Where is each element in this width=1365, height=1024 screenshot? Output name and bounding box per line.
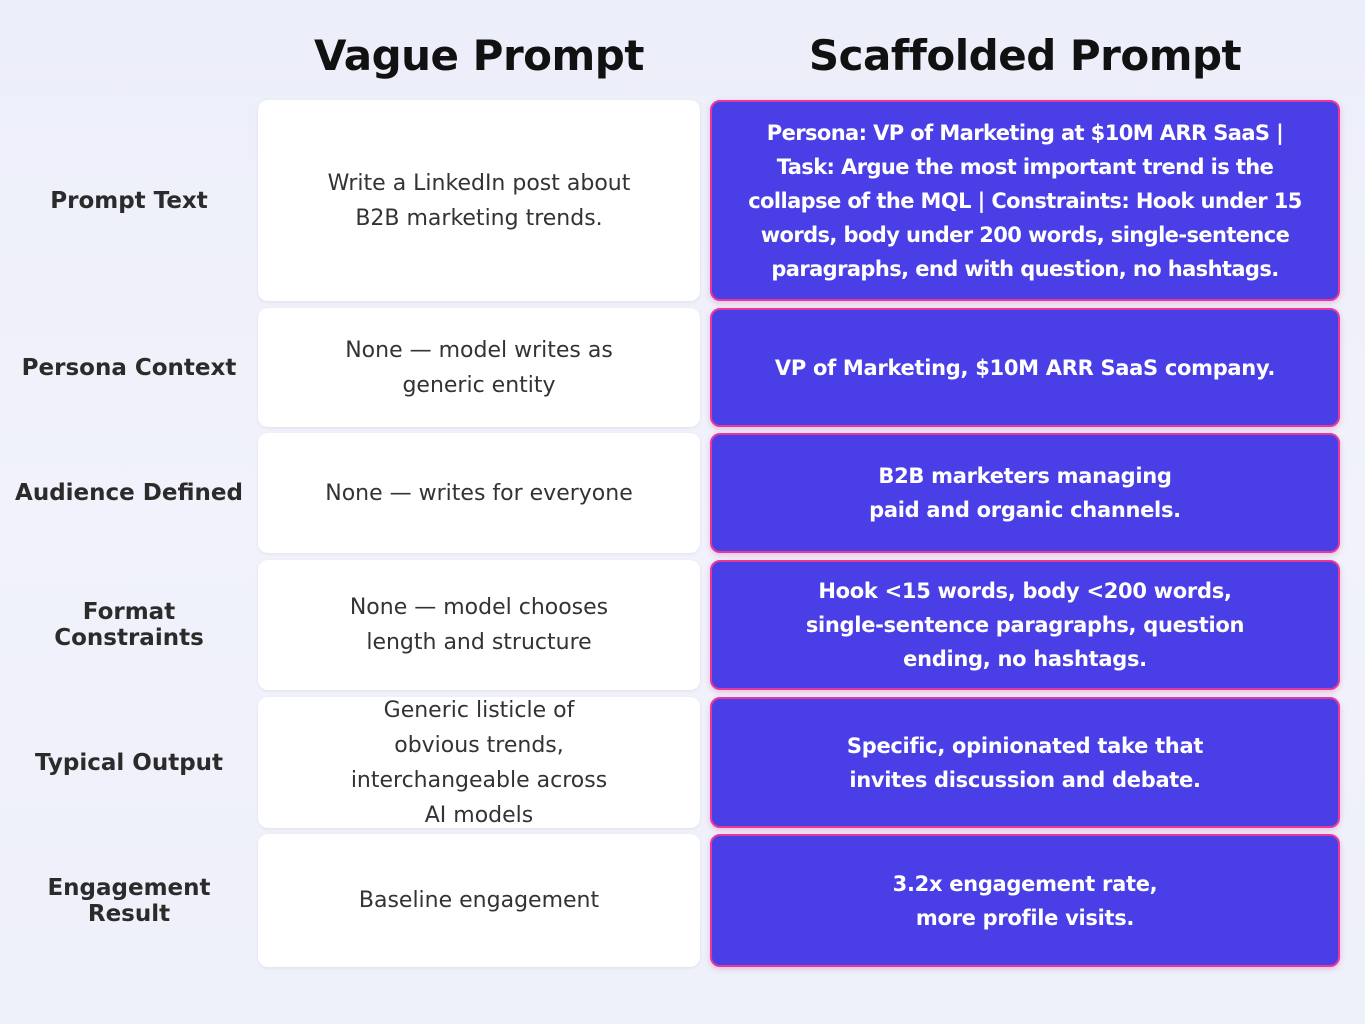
row-label-format-constraints: Format Constraints bbox=[54, 599, 204, 651]
comparison-row-typical-output bbox=[0, 697, 1365, 828]
vague-text-format-constraints: None — model chooses length and structure bbox=[349, 595, 609, 655]
comparison-row-persona-context bbox=[0, 308, 1365, 427]
comparison-row-engagement-result bbox=[0, 834, 1365, 967]
row-label-persona-context: Persona Context bbox=[21, 354, 237, 381]
vague-prompt-header: Vague Prompt bbox=[314, 30, 644, 80]
scaffolded-text-prompt-text: Persona: VP of Marketing at $10M ARR SaaS | Task: Argue the most important trend is the collapse of the MQL | Constraints: Hook under 15 words, body under 200 words, single-sentence paragraphs, end with question, no hashtags. bbox=[748, 120, 1302, 281]
scaffolded-text-audience-defined: B2B marketers managing paid and organic channels. bbox=[869, 464, 1181, 522]
row-label-prompt-text: Prompt Text bbox=[50, 187, 208, 214]
vague-cell-engagement-result bbox=[258, 834, 700, 967]
row-label-typical-output: Typical Output bbox=[34, 749, 224, 776]
vague-text-typical-output: Generic listicle of obvious trends, interchangeable across AI models bbox=[350, 697, 608, 828]
vague-text-persona-context: None — model writes as generic entity bbox=[345, 337, 613, 398]
vague-text-audience-defined: None — writes for everyone bbox=[325, 480, 633, 506]
vague-text-engagement-result: Baseline engagement bbox=[358, 888, 600, 913]
scaffolded-prompt-header: Scaffolded Prompt bbox=[808, 30, 1242, 80]
scaffolded-cell-typical-output bbox=[710, 697, 1340, 828]
scaffolded-cell-engagement-result bbox=[710, 834, 1340, 967]
scaffolded-text-format-constraints: Hook <15 words, body <200 words, single-sentence paragraphs, question ending, no hashtags. bbox=[805, 579, 1245, 671]
comparison-row-audience-defined bbox=[0, 433, 1365, 553]
vague-cell-persona-context bbox=[258, 308, 700, 427]
comparison-row-format-constraints bbox=[0, 560, 1365, 690]
scaffolded-text-engagement-result: 3.2x engagement rate, more profile visits. bbox=[892, 871, 1158, 930]
scaffolded-cell-audience-defined bbox=[710, 433, 1340, 553]
vague-text-prompt-text: Write a LinkedIn post about B2B marketing trends. bbox=[327, 170, 631, 231]
scaffolded-cell-prompt-text bbox=[710, 100, 1340, 301]
scaffolded-cell-persona-context bbox=[710, 308, 1340, 427]
comparison-row-prompt-text bbox=[0, 100, 1365, 301]
scaffolded-text-persona-context: VP of Marketing, $10M ARR SaaS company. bbox=[774, 355, 1276, 380]
row-label-engagement-result: Engagement Result bbox=[47, 874, 211, 927]
scaffolded-text-typical-output: Specific, opinionated take that invites discussion and debate. bbox=[846, 733, 1204, 792]
vague-cell-typical-output bbox=[258, 697, 700, 828]
vague-cell-audience-defined bbox=[258, 433, 700, 553]
row-label-audience-defined: Audience Defined bbox=[15, 480, 243, 506]
scaffolded-cell-format-constraints bbox=[710, 560, 1340, 690]
vague-cell-format-constraints bbox=[258, 560, 700, 690]
vague-cell-prompt-text bbox=[258, 100, 700, 301]
